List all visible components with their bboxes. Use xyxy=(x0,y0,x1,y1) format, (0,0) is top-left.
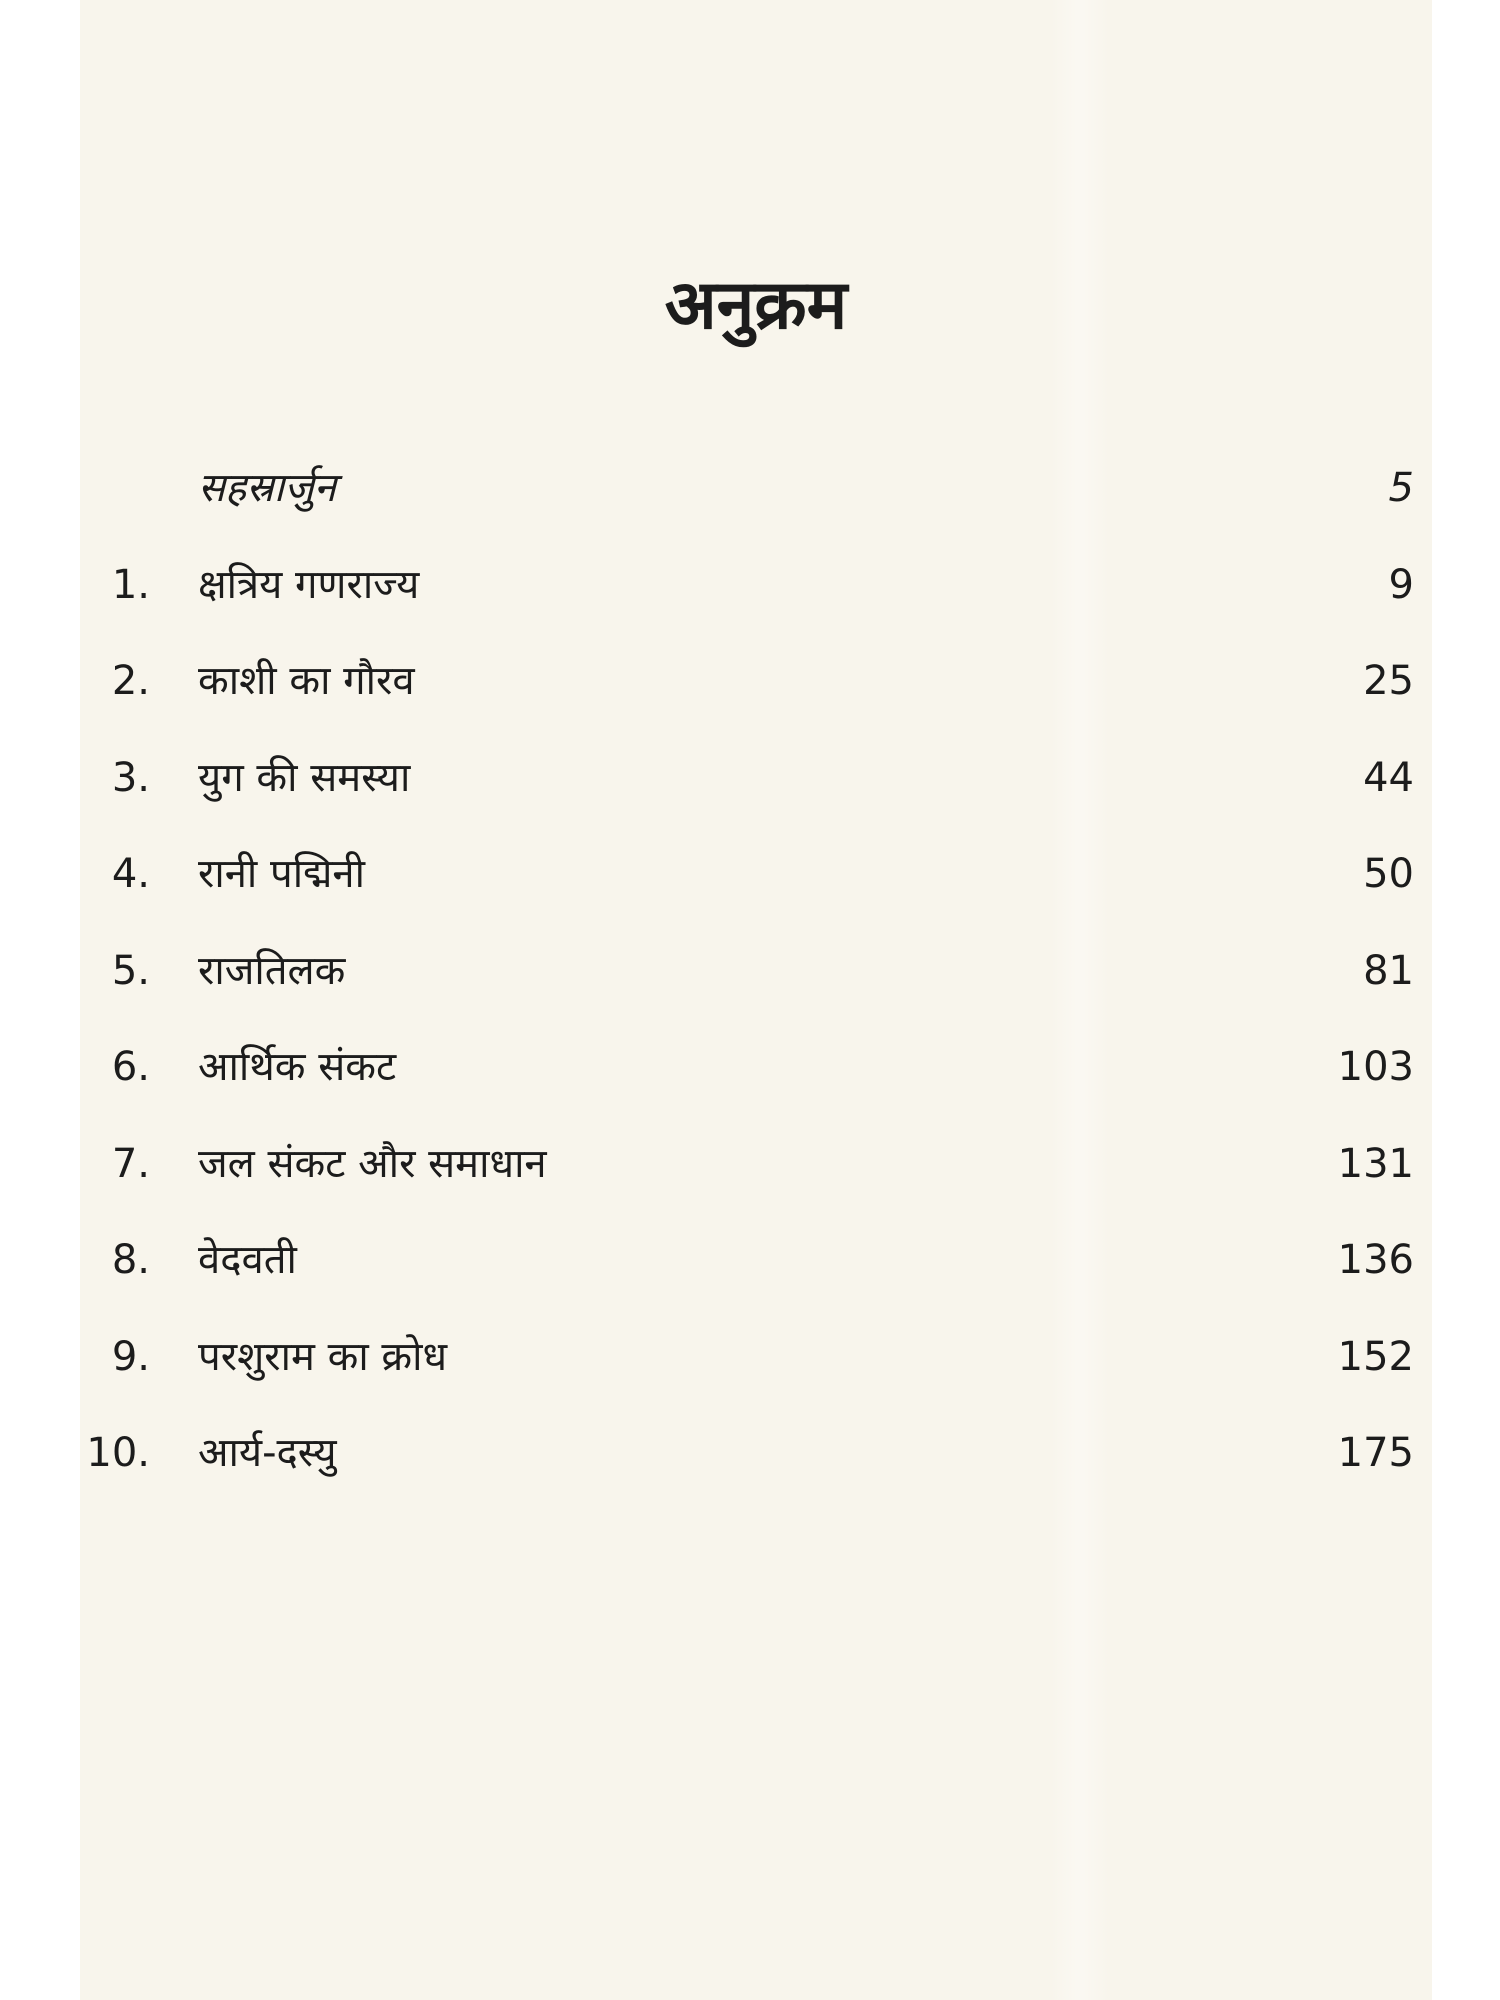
page-number: 9 xyxy=(1388,561,1414,608)
chapter-number: 6. xyxy=(111,1044,150,1090)
toc-entry xyxy=(80,943,1432,1040)
chapter-title: आर्य-दस्यु xyxy=(198,1430,337,1476)
toc-entry-intro xyxy=(80,460,1432,557)
chapter-title: सहस्रार्जुन xyxy=(198,465,336,511)
chapter-title: युग की समस्या xyxy=(198,754,411,801)
toc-entry xyxy=(80,846,1432,943)
chapter-number: 1. xyxy=(111,561,150,608)
table-of-contents xyxy=(80,460,1432,1522)
chapter-number: 10. xyxy=(86,1430,150,1476)
toc-entry xyxy=(80,1329,1432,1426)
chapter-title: रानी पद्मिनी xyxy=(198,851,365,897)
page-number: 25 xyxy=(1363,658,1414,704)
chapter-number: 2. xyxy=(111,658,150,704)
chapter-title: जल संकट और समाधान xyxy=(198,1140,547,1187)
page-number: 152 xyxy=(1337,1333,1414,1380)
chapter-number: 9. xyxy=(111,1333,150,1380)
page-number: 5 xyxy=(1388,465,1414,511)
page-number: 131 xyxy=(1337,1140,1414,1187)
page-number: 50 xyxy=(1363,851,1414,897)
toc-entry xyxy=(80,1039,1432,1136)
page-number: 81 xyxy=(1363,947,1414,994)
page-number: 136 xyxy=(1337,1237,1414,1283)
chapter-title: आर्थिक संकट xyxy=(198,1044,397,1090)
toc-entry xyxy=(80,1232,1432,1329)
page-number: 175 xyxy=(1337,1430,1414,1476)
chapter-title: परशुराम का क्रोध xyxy=(198,1333,448,1380)
chapter-number: 5. xyxy=(111,947,150,994)
chapter-title: राजतिलक xyxy=(198,947,346,994)
toc-entry xyxy=(80,1136,1432,1233)
chapter-title: क्षत्रिय गणराज्य xyxy=(198,561,420,608)
chapter-title: वेदवती xyxy=(198,1237,297,1283)
chapter-number: 4. xyxy=(111,851,150,897)
toc-entry xyxy=(80,750,1432,847)
toc-entry xyxy=(80,1425,1432,1522)
chapter-title: काशी का गौरव xyxy=(198,658,415,704)
page-title: अनुक्रम xyxy=(664,266,848,345)
chapter-number: 3. xyxy=(111,754,150,801)
book-page xyxy=(80,0,1432,2000)
toc-entry xyxy=(80,557,1432,654)
toc-entry xyxy=(80,653,1432,750)
chapter-number: 8. xyxy=(111,1237,150,1283)
page-number: 103 xyxy=(1337,1044,1414,1090)
page-number: 44 xyxy=(1363,754,1414,801)
chapter-number: 7. xyxy=(111,1140,150,1187)
